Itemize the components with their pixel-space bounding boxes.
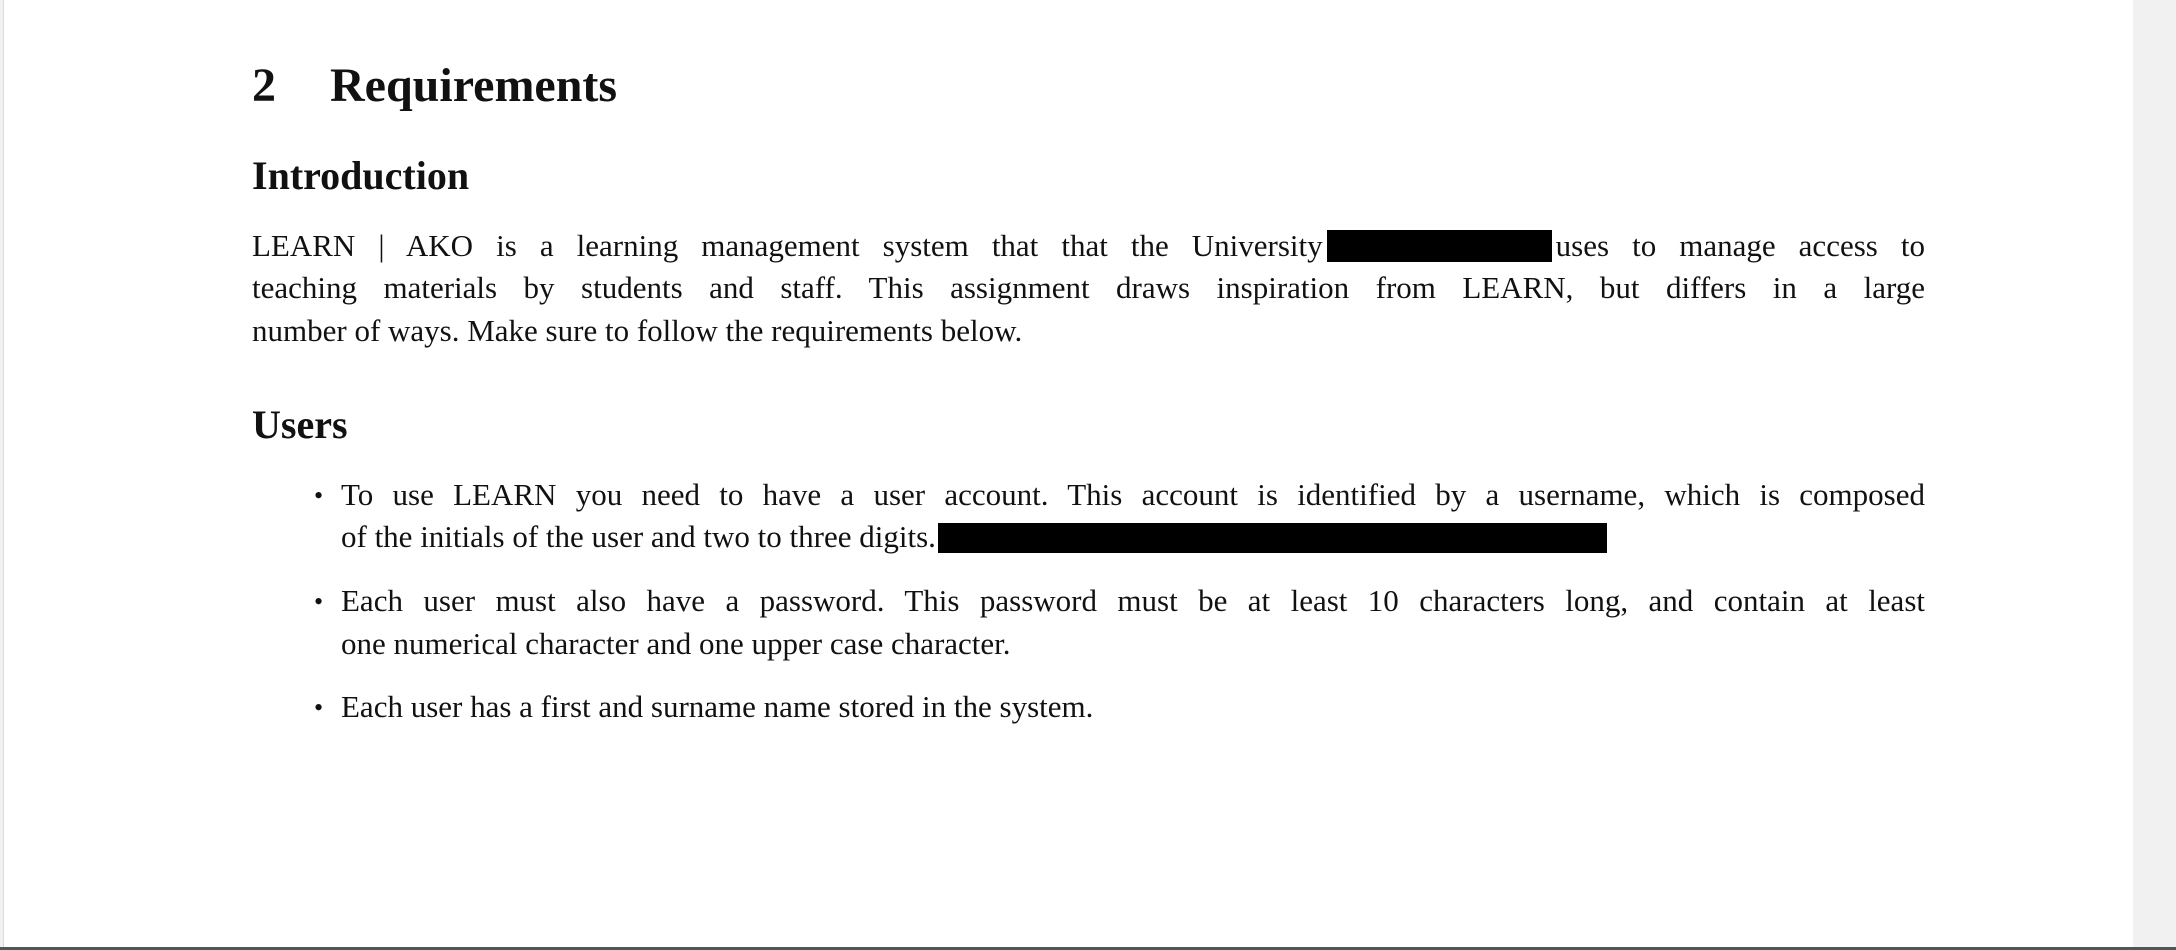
bullet-icon: • — [314, 481, 324, 510]
document-page — [3, 0, 2133, 947]
list-item-line — [341, 516, 1607, 558]
list-item-text: of the initials of the user and two to three digits. — [341, 519, 936, 554]
intro-line-1 — [252, 225, 1925, 267]
redaction-block — [938, 523, 1607, 553]
list-item-line: Each user must also have a password. This password must be at least 10 characters long, and contain at least — [341, 583, 1925, 618]
section-title: Requirements — [330, 59, 618, 112]
introduction-heading: Introduction — [252, 153, 470, 198]
list-item-line: To use LEARN you need to have a user account. This account is identified by a username, which is composed — [341, 477, 1925, 512]
bullet-icon: • — [314, 587, 324, 616]
intro-line-2: teaching materials by students and staff. This assignment draws inspiration from LEARN, but differs in a large — [252, 270, 1925, 305]
list-item-line: Each user has a first and surname name stored in the system. — [341, 689, 1094, 724]
redaction-block — [1327, 230, 1552, 262]
bullet-icon: • — [314, 693, 324, 722]
intro-text: uses to manage access to — [1555, 228, 1925, 263]
list-item-line: one numerical character and one upper case character. — [341, 626, 1011, 661]
intro-text: LEARN | AKO is a learning management system that that the University — [252, 228, 1323, 263]
section-heading — [252, 58, 617, 113]
intro-line-3: number of ways. Make sure to follow the requirements below. — [252, 313, 1023, 348]
users-heading: Users — [252, 402, 348, 447]
section-number: 2 — [252, 59, 276, 112]
